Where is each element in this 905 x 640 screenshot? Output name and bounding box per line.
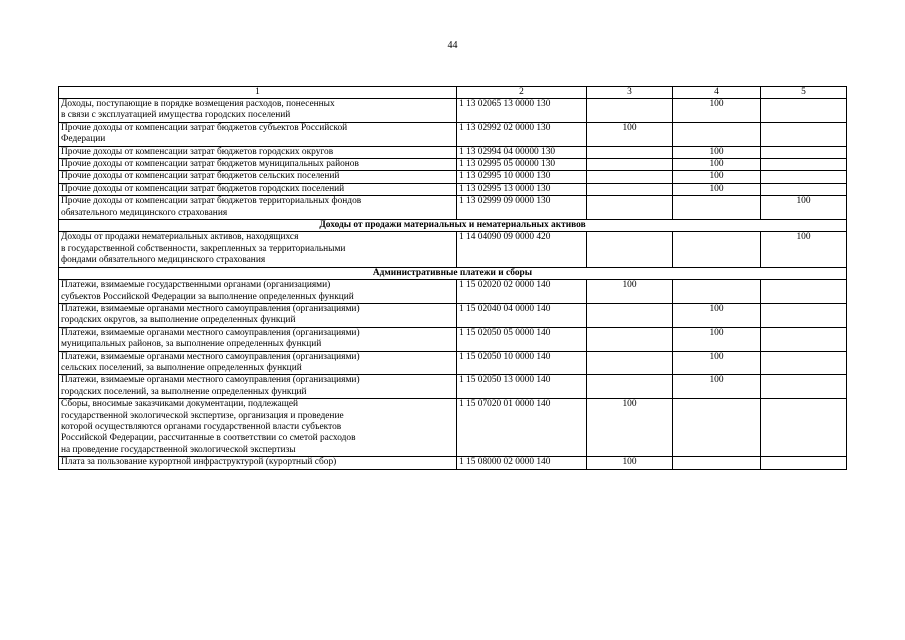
column-5-value: 100 (761, 196, 847, 220)
income-description (59, 375, 457, 399)
income-description (59, 183, 457, 195)
budget-code: 1 14 04090 09 0000 420 (457, 232, 587, 267)
description-line: которой осуществляются органами государственной власти субъектов (61, 421, 342, 432)
description-line: обязательного медицинского страхования (61, 207, 228, 218)
column-header: 5 (761, 87, 847, 99)
income-description (59, 327, 457, 351)
column-3-value (587, 375, 673, 399)
description-line: Прочие доходы от компенсации затрат бюджетов городских округов (61, 146, 334, 157)
page-number: 44 (447, 40, 458, 51)
column-number-header-row (59, 87, 847, 99)
column-5-value: 100 (761, 232, 847, 267)
budget-code: 1 15 02050 13 0000 140 (457, 375, 587, 399)
column-3-value (587, 159, 673, 171)
income-description (59, 159, 457, 171)
budget-classification-table (58, 86, 847, 470)
section-header-row (59, 267, 847, 279)
income-description (59, 99, 457, 123)
income-description (59, 303, 457, 327)
description-line: государственной экологической экспертизе, организация и проведение (61, 410, 344, 421)
column-4-value: 100 (673, 99, 761, 123)
column-5-value (761, 399, 847, 457)
table-row (59, 232, 847, 267)
column-3-value: 100 (587, 457, 673, 469)
description-line: на проведение государственной экологической экспертизы (61, 444, 296, 455)
description-line: сельских поселений, за выполнение определенных функций (61, 362, 302, 373)
description-line: субъектов Российской Федерации за выполнение определенных функций (61, 291, 354, 302)
column-4-value: 100 (673, 303, 761, 327)
column-5-value (761, 303, 847, 327)
column-header: 2 (457, 87, 587, 99)
column-4-value (673, 196, 761, 220)
column-5-value (761, 327, 847, 351)
column-4-value (673, 399, 761, 457)
column-3-value (587, 171, 673, 183)
budget-code: 1 15 02050 10 0000 140 (457, 351, 587, 375)
income-description (59, 122, 457, 146)
column-3-value: 100 (587, 122, 673, 146)
budget-code: 1 15 07020 01 0000 140 (457, 399, 587, 457)
column-3-value (587, 183, 673, 195)
budget-code: 1 13 02065 13 0000 130 (457, 99, 587, 123)
description-line: Прочие доходы от компенсации затрат бюджетов сельских поселений (61, 171, 340, 182)
column-3-value (587, 99, 673, 123)
column-5-value (761, 183, 847, 195)
column-4-value: 100 (673, 171, 761, 183)
column-3-value (587, 232, 673, 267)
description-line: Федерации (61, 134, 106, 145)
description-line: в государственной собственности, закрепленных за территориальными (61, 243, 346, 254)
column-5-value (761, 457, 847, 469)
description-line: Плата за пользование курортной инфраструктурой (курортный сбор) (61, 457, 337, 468)
description-line: Доходы от продажи нематериальных активов, находящихся (61, 232, 299, 243)
section-title: Доходы от продажи материальных и нематериальных активов (59, 220, 847, 232)
column-3-value: 100 (587, 280, 673, 304)
column-5-value (761, 122, 847, 146)
budget-code: 1 13 02992 02 0000 130 (457, 122, 587, 146)
description-line: Прочие доходы от компенсации затрат бюджетов территориальных фондов (61, 196, 362, 207)
description-line: Доходы, поступающие в порядке возмещения расходов, понесенных (61, 99, 335, 109)
income-description (59, 457, 457, 469)
description-line: городских округов, за выполнение определенных функций (61, 315, 296, 326)
description-line: Прочие доходы от компенсации затрат бюджетов субъектов Российской (61, 122, 348, 133)
budget-code: 1 15 02020 02 0000 140 (457, 280, 587, 304)
table-row (59, 159, 847, 171)
description-line: Прочие доходы от компенсации затрат бюджетов городских поселений (61, 183, 345, 194)
column-5-value (761, 351, 847, 375)
column-4-value (673, 232, 761, 267)
section-title: Административные платежи и сборы (59, 267, 847, 279)
column-5-value (761, 159, 847, 171)
column-4-value: 100 (673, 351, 761, 375)
budget-code: 1 13 02995 05 00000 130 (457, 159, 587, 171)
income-description (59, 171, 457, 183)
description-line: Платежи, взимаемые государственными органами (организациями) (61, 280, 331, 291)
table-row (59, 375, 847, 399)
income-description (59, 399, 457, 457)
budget-code: 1 13 02995 13 0000 130 (457, 183, 587, 195)
column-4-value: 100 (673, 183, 761, 195)
description-line: фондами обязательного медицинского страхования (61, 255, 266, 266)
column-header: 1 (59, 87, 457, 99)
column-5-value (761, 375, 847, 399)
description-line: Российской Федерации, рассчитанные в соответствии со сметой расходов (61, 433, 356, 444)
table-row (59, 351, 847, 375)
description-line: городских поселений, за выполнение определенных функций (61, 386, 307, 397)
column-3-value (587, 303, 673, 327)
description-line: Платежи, взимаемые органами местного самоуправления (организациями) (61, 327, 360, 338)
table-row (59, 171, 847, 183)
column-5-value (761, 146, 847, 158)
table-row (59, 327, 847, 351)
column-4-value (673, 457, 761, 469)
budget-code: 1 15 02040 04 0000 140 (457, 303, 587, 327)
column-3-value (587, 196, 673, 220)
column-4-value: 100 (673, 159, 761, 171)
description-line: Платежи, взимаемые органами местного самоуправления (организациями) (61, 375, 360, 386)
description-line: Прочие доходы от компенсации затрат бюджетов муниципальных районов (61, 159, 359, 170)
column-4-value (673, 280, 761, 304)
column-5-value (761, 280, 847, 304)
section-header-row (59, 220, 847, 232)
income-description (59, 232, 457, 267)
column-4-value: 100 (673, 327, 761, 351)
budget-code: 1 13 02995 10 0000 130 (457, 171, 587, 183)
column-3-value (587, 327, 673, 351)
column-4-value: 100 (673, 146, 761, 158)
table-row (59, 303, 847, 327)
description-line: муниципальных районов, за выполнение определенных функций (61, 339, 322, 350)
table-row (59, 122, 847, 146)
column-3-value (587, 351, 673, 375)
column-3-value: 100 (587, 399, 673, 457)
description-line: Сборы, вносимые заказчиками документации, подлежащей (61, 399, 299, 410)
table-row (59, 399, 847, 457)
table-row (59, 146, 847, 158)
income-description (59, 146, 457, 158)
description-line: Платежи, взимаемые органами местного самоуправления (организациями) (61, 351, 360, 362)
description-line: Платежи, взимаемые органами местного самоуправления (организациями) (61, 303, 360, 314)
budget-code: 1 15 02050 05 0000 140 (457, 327, 587, 351)
budget-code: 1 13 02999 09 0000 130 (457, 196, 587, 220)
table-row (59, 183, 847, 195)
column-5-value (761, 99, 847, 123)
column-4-value: 100 (673, 375, 761, 399)
table-body (59, 99, 847, 470)
income-description (59, 351, 457, 375)
income-description (59, 280, 457, 304)
table-row (59, 99, 847, 123)
column-3-value (587, 146, 673, 158)
column-4-value (673, 122, 761, 146)
income-description (59, 196, 457, 220)
column-header: 4 (673, 87, 761, 99)
budget-code: 1 15 08000 02 0000 140 (457, 457, 587, 469)
budget-code: 1 13 02994 04 00000 130 (457, 146, 587, 158)
table-row (59, 196, 847, 220)
description-line: в связи с эксплуатацией имущества городских поселений (61, 110, 291, 121)
column-5-value (761, 171, 847, 183)
table-row (59, 280, 847, 304)
table-row (59, 457, 847, 469)
column-header: 3 (587, 87, 673, 99)
